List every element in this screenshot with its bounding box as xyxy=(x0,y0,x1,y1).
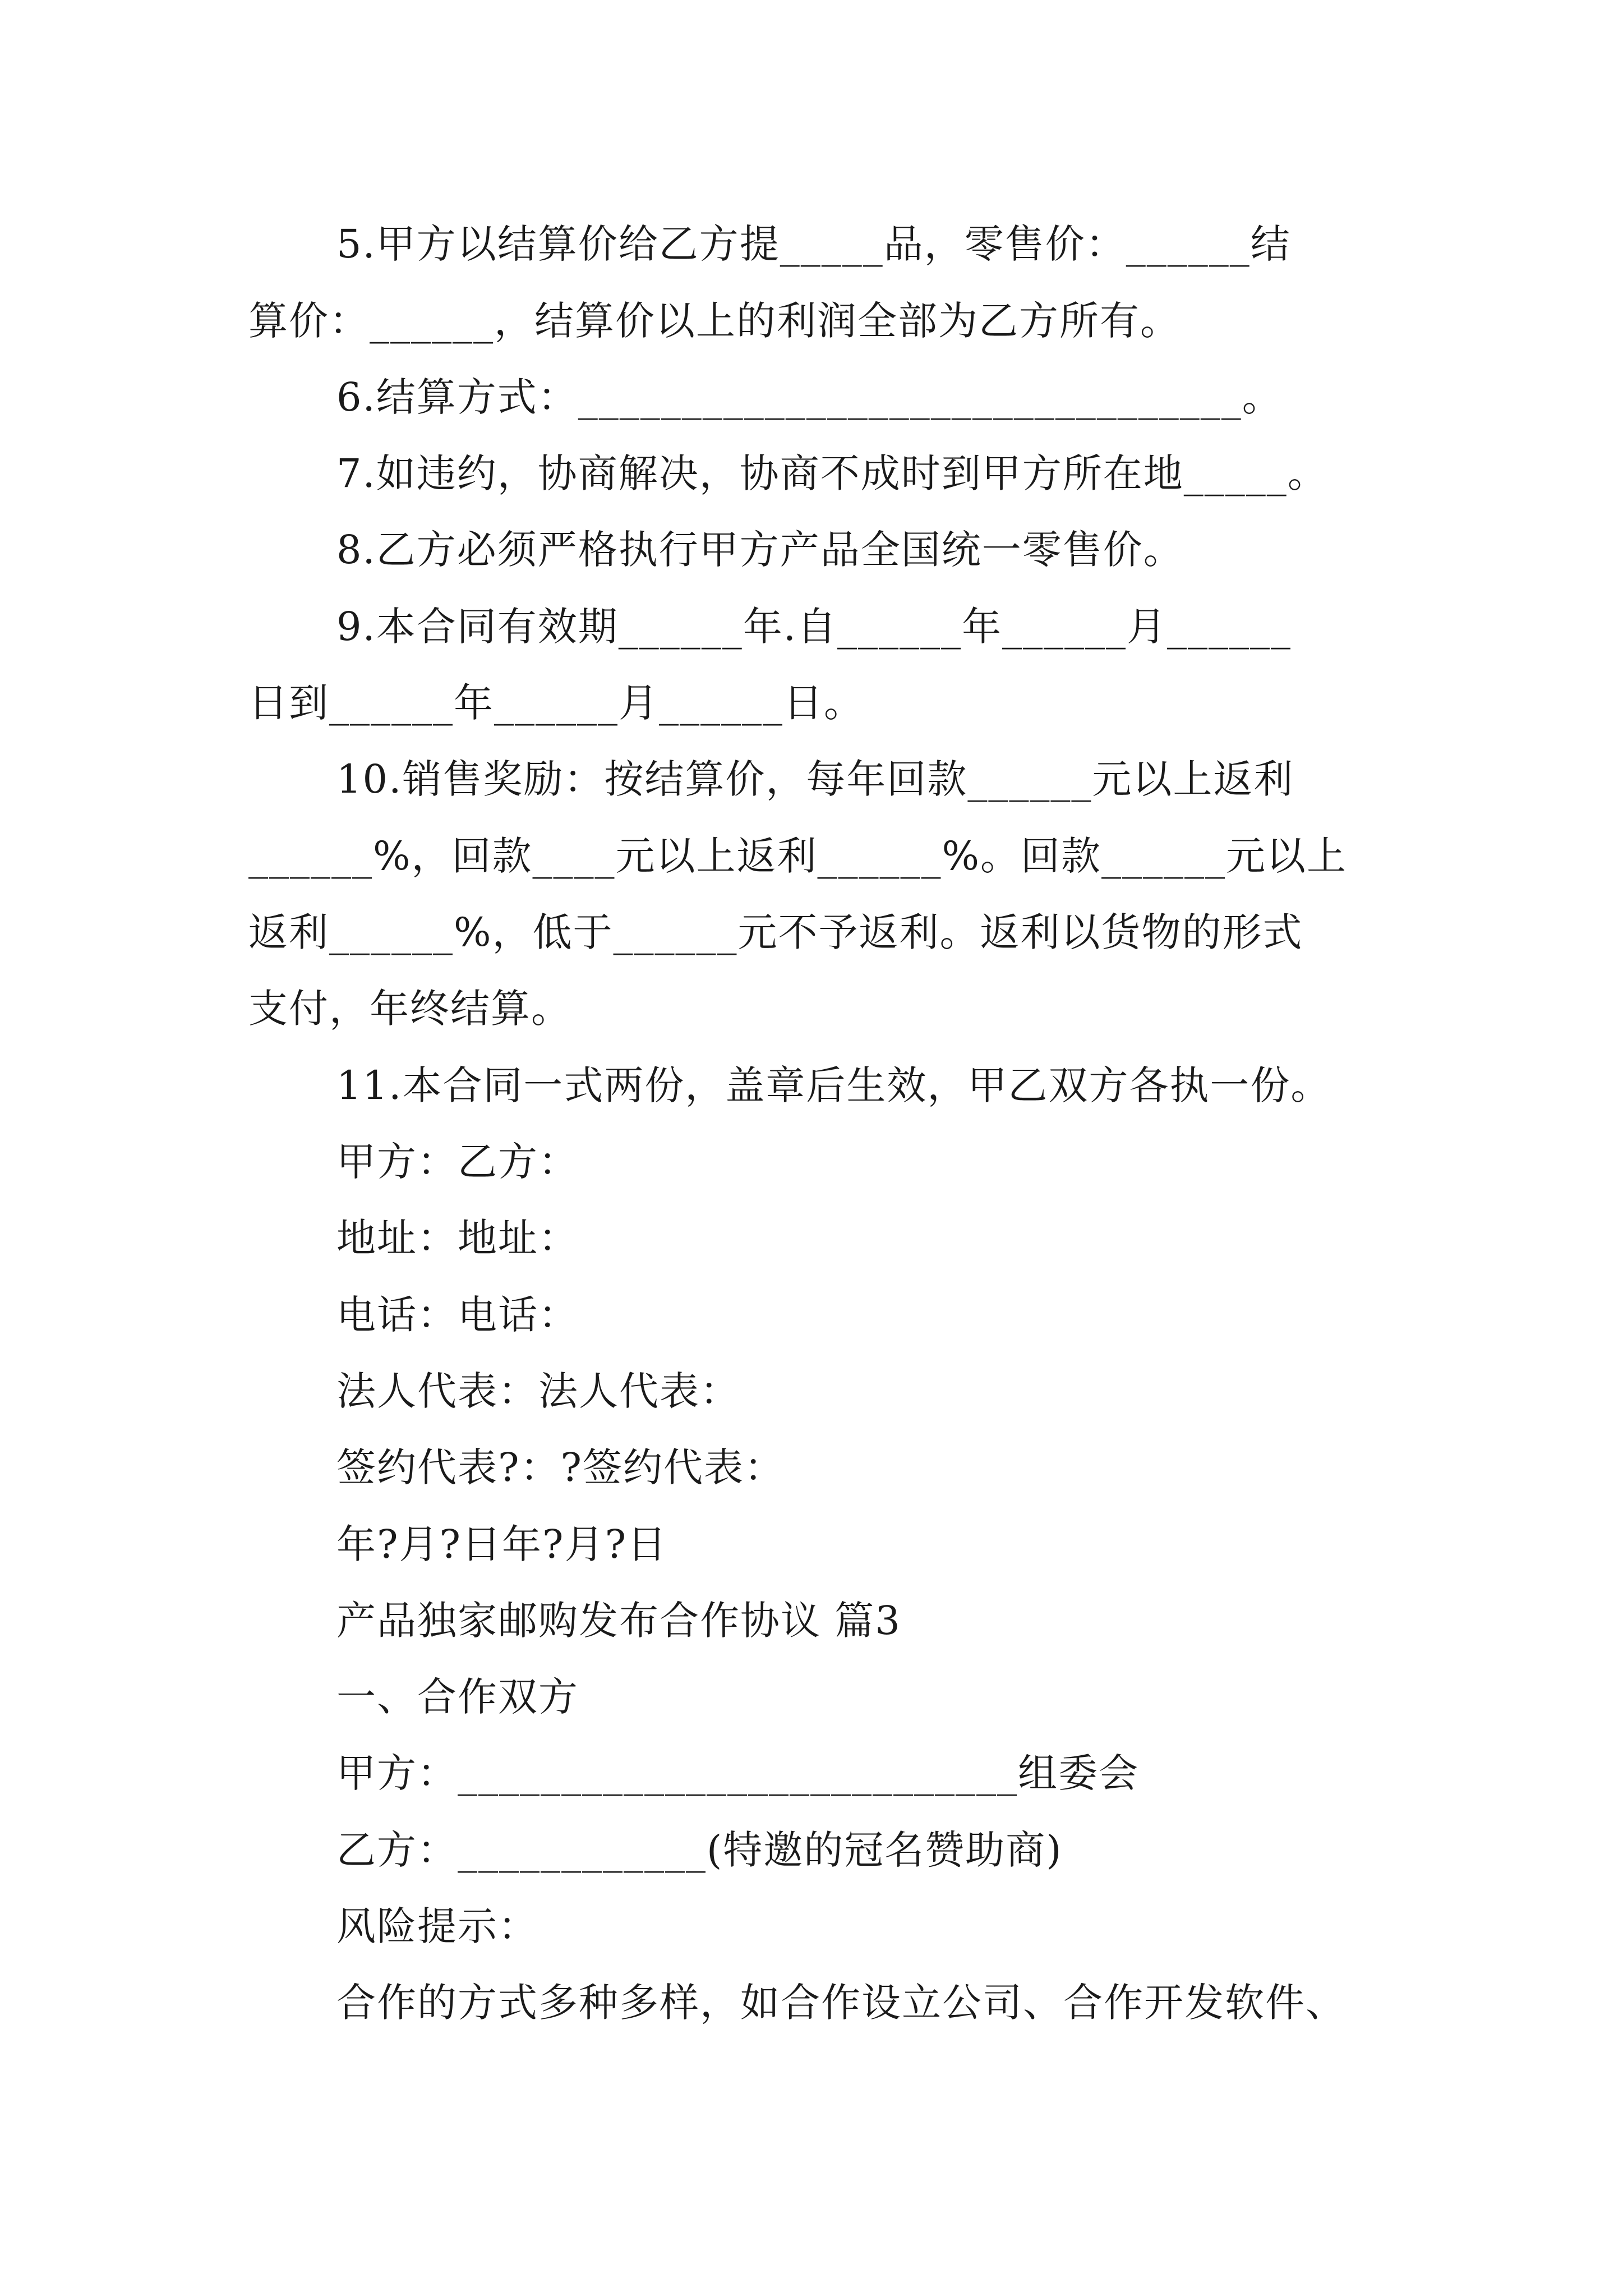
text-line: 算价：______，结算价以上的利润全部为乙方所有。 xyxy=(248,298,1181,344)
text-line: 日到______年______月______日。 xyxy=(248,680,864,726)
text-line: 9.本合同有效期______年.自______年______月______ xyxy=(336,604,1292,650)
text-line: 合作的方式多种多样，如合作设立公司、合作开发软件、 xyxy=(336,1980,1346,2026)
text-line: 一、合作双方 xyxy=(336,1674,579,1720)
text-line: 地址：地址： xyxy=(336,1215,579,1261)
text-line: 风险提示： xyxy=(336,1903,538,1949)
text-line: 甲方：___________________________组委会 xyxy=(336,1750,1139,1796)
text-line: 11.本合同一式两份，盖章后生效，甲乙双方各执一份。 xyxy=(336,1062,1331,1108)
text-line: 法人代表：法人代表： xyxy=(336,1368,740,1414)
text-line: 签约代表?：?签约代表： xyxy=(336,1444,785,1490)
text-line: 甲方：乙方： xyxy=(336,1139,579,1185)
text-line: 8.乙方必须严格执行甲方产品全国统一零售价。 xyxy=(336,527,1184,573)
text-line: 乙方：____________(特邀的冠名赞助商) xyxy=(336,1827,1063,1873)
text-line: 6.结算方式：________________________________。 xyxy=(336,374,1283,420)
text-line: 5.甲方以结算价给乙方提_____品，零售价：______结 xyxy=(336,221,1291,267)
text-line: 返利______%，低于______元不予返利。返利以货物的形式 xyxy=(248,909,1303,955)
text-line: 年?月?日年?月?日 xyxy=(336,1521,668,1567)
text-line: 10.销售奖励：按结算价，每年回款______元以上返利 xyxy=(336,756,1294,802)
text-line: 电话：电话： xyxy=(336,1292,579,1338)
text-line: ______%，回款____元以上返利______%。回款______元以上 xyxy=(248,833,1348,879)
text-line: 支付，年终结算。 xyxy=(248,986,571,1032)
text-line: 7.如违约，协商解决，协商不成时到甲方所在地_____。 xyxy=(336,450,1328,496)
section-heading: 产品独家邮购发布合作协议 篇3 xyxy=(336,1598,901,1644)
